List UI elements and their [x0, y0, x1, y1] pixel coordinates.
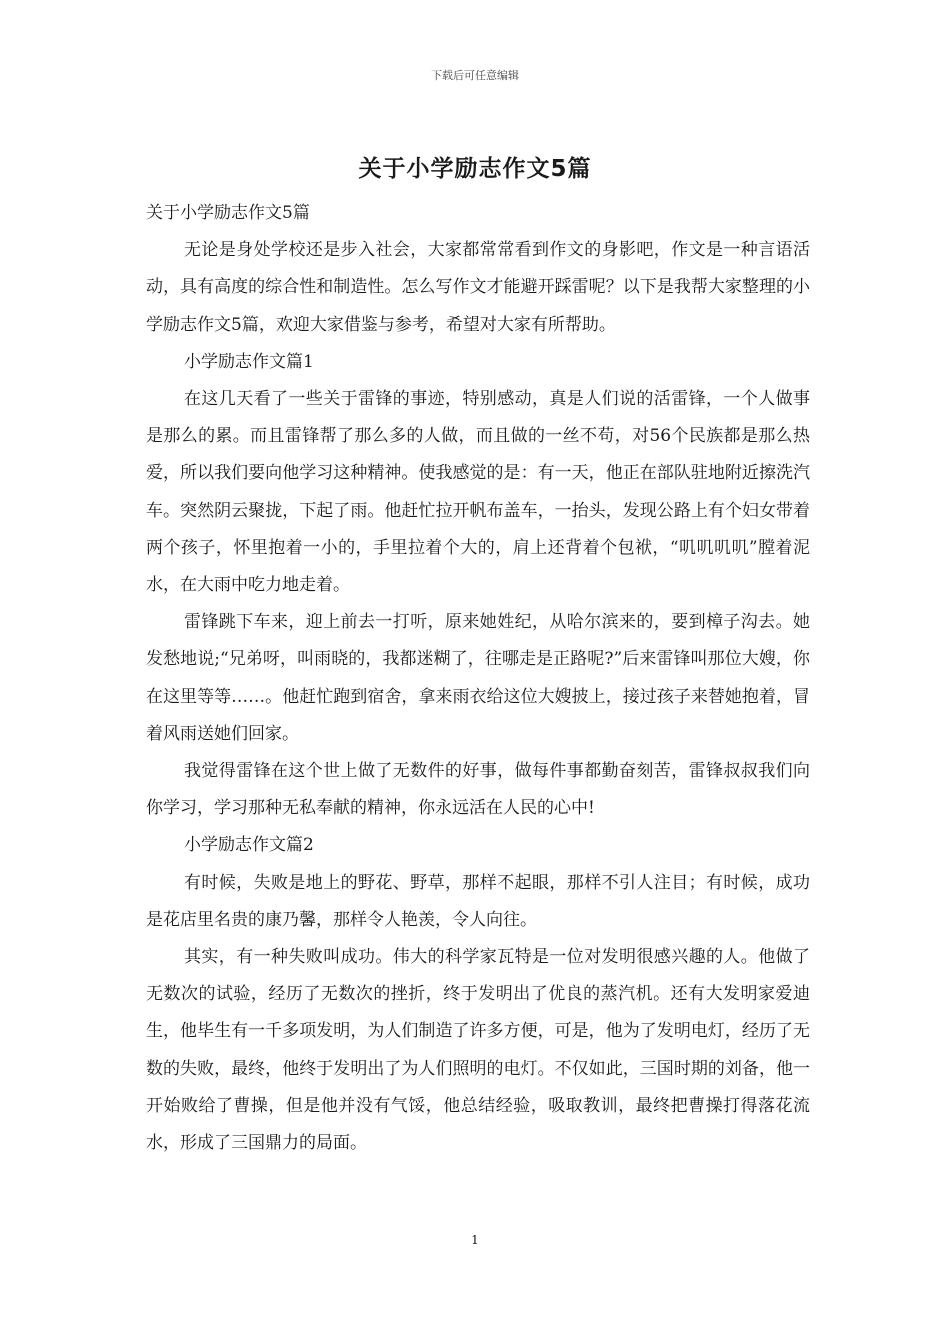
- intro-paragraph: 无论是身处学校还是步入社会，大家都常常看到作文的身影吧，作文是一种言语活动，具有高度的综合性和制造性。怎么写作文才能避开踩雷呢？以下是我帮大家整理的小学励志作文5篇，欢迎大家借鉴与参考，希望对大家有所帮助。: [146, 240, 810, 335]
- header-note: 下载后可任意编辑: [431, 69, 519, 82]
- body-paragraph: 雷锋跳下车来，迎上前去一打听，原来她姓纪，从哈尔滨来的，要到樟子沟去。她发愁地说;“兄弟呀，叫雨晓的，我都迷糊了，往哪走是正路呢?”后来雷锋叫那位大嫂，你在这里等等……。他赶忙跑到宿舍，拿来雨衣给这位大嫂披上，接过孩子来替她抱着，冒着风雨送她们回家。: [146, 612, 810, 744]
- body-paragraph: 其实，有一种失败叫成功。伟大的科学家瓦特是一位对发明很感兴趣的人。他做了无数次的试验，经历了无数次的挫折，终于发明出了优良的蒸汽机。还有大发明家爱迪生，他毕生有一千多项发明，为人们制造了许多方便，可是，他为了发明电灯，经历了无数的失败，最终，他终于发明出了为人们照明的电灯。不仅如此，三国时期的刘备，他一开始败给了曹操，但是他并没有气馁，他总结经验，吸取教训，最终把曹操打得落花流水，形成了三国鼎力的局面。: [146, 947, 810, 1154]
- document-title: 关于小学励志作文5篇: [358, 156, 592, 182]
- body-paragraph: 有时候，失败是地上的野花、野草，那样不起眼，那样不引人注目；有时候，成功是花店里名贵的康乃馨，那样令人艳羡，令人向往。: [146, 872, 810, 930]
- subtitle-line: 关于小学励志作文5篇: [146, 203, 310, 223]
- body-paragraph: 我觉得雷锋在这个世上做了无数件的好事，做每件事都勤奋刻苦，雷锋叔叔我们向你学习，学习那种无私奉献的精神，你永远活在人民的心中!: [146, 761, 810, 819]
- page-number: 1: [471, 1233, 479, 1247]
- section-heading-2: 小学励志作文篇2: [184, 835, 314, 856]
- document-body: [146, 195, 810, 1162]
- section-heading-1: 小学励志作文篇1: [184, 351, 314, 372]
- body-paragraph: 在这几天看了一些关于雷锋的事迹，特别感动，真是人们说的活雷锋，一个人做事是那么的累。而且雷锋帮了那么多的人做，而且做的一丝不苟，对56个民族都是那么热爱，所以我们要向他学习这种精神。使我感觉的是：有一天，他正在部队驻地附近擦洗汽车。突然阴云聚拢，下起了雨。他赶忙拉开帆布盖车，一抬头，发现公路上有个妇女带着两个孩子，怀里抱着一小的，手里拉着个大的，肩上还背着个包袱，“叽叽叽叽”膛着泥水，在大雨中吃力地走着。: [146, 389, 810, 596]
